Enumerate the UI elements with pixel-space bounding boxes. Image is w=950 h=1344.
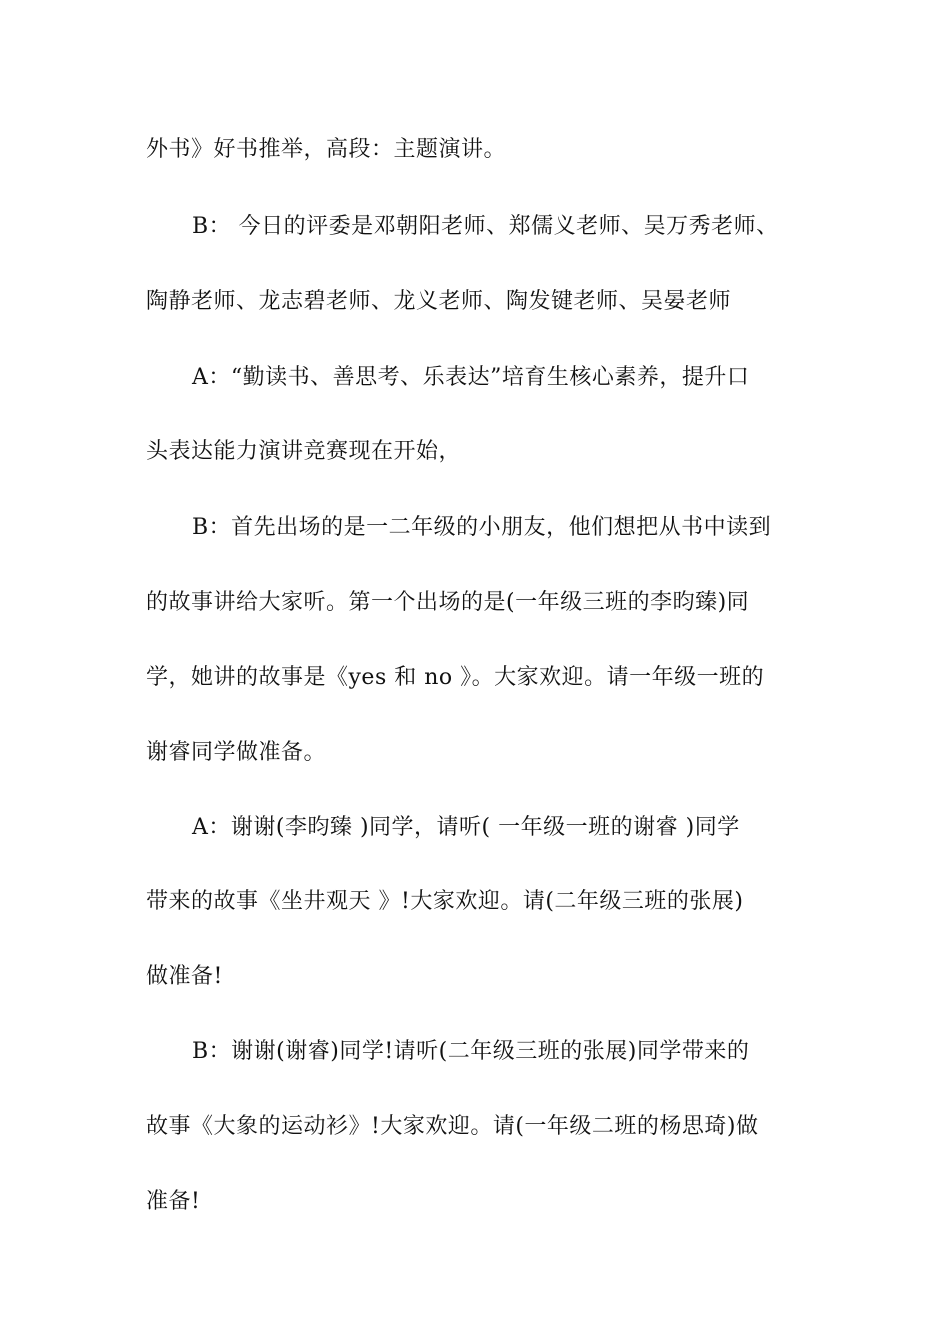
- text-line: 故事《大象的运动衫》!大家欢迎。请(一年级二班的杨思琦)做: [146, 1114, 759, 1139]
- text-line: 外书》好书推举，高段：主题演讲。: [146, 137, 507, 162]
- text-line: 带来的故事《坐井观天 》!大家欢迎。请(二年级三班的张展): [146, 889, 744, 914]
- text-line: 头表达能力演讲竞赛现在开始，: [146, 439, 462, 464]
- text-line: B：首先出场的是一二年级的小朋友，他们想把从书中读到: [192, 515, 772, 540]
- text-line: 做准备!: [146, 964, 223, 989]
- text-line: B：谢谢(谢睿)同学!请听(二年级三班的张展)同学带来的: [192, 1039, 750, 1064]
- text-line: 陶静老师、龙志碧老师、龙义老师、陶发键老师、吴晏老师: [146, 289, 732, 314]
- text-line: A：谢谢(李昀臻 )同学，请听( 一年级一班的谢睿 )同学: [192, 815, 740, 840]
- text-line: 学，她讲的故事是《yes 和 no 》。大家欢迎。请一年级一班的: [146, 665, 765, 690]
- text-line: 准备!: [146, 1189, 201, 1214]
- text-line: B： 今日的评委是邓朝阳老师、郑儒义老师、吴万秀老师、: [192, 214, 779, 239]
- text-line: 谢睿同学做准备。: [146, 740, 327, 765]
- text-line: 的故事讲给大家听。第一个出场的是(一年级三班的李昀臻)同: [146, 590, 750, 615]
- text-line: A：“勤读书、善思考、乐表达”培育生核心素养，提升口: [192, 365, 750, 390]
